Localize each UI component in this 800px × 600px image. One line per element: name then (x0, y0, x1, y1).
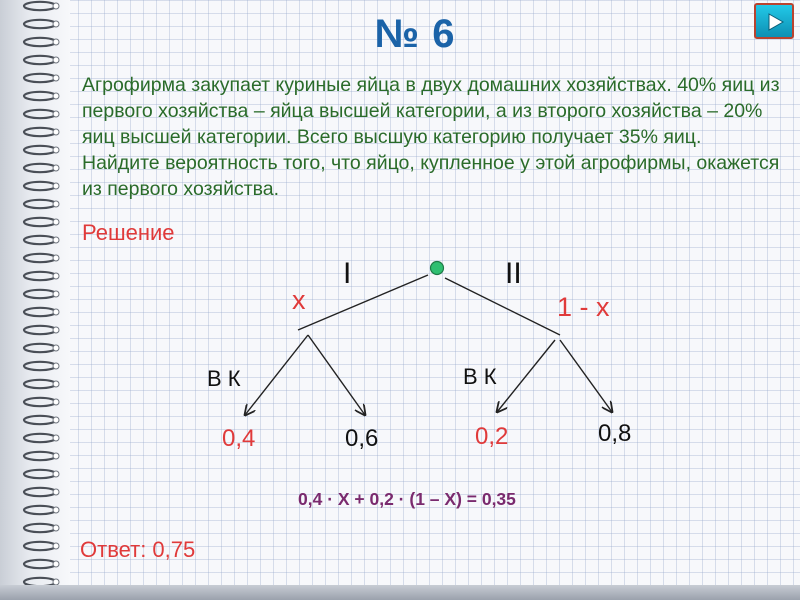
edge-right-leaf1 (497, 340, 555, 412)
root-node (431, 262, 444, 275)
bottom-bar (0, 585, 800, 600)
edge-root-left (298, 275, 428, 330)
right-child-label: В К (463, 364, 497, 389)
play-triangle-icon (766, 12, 786, 32)
edge-left-leaf1 (245, 335, 308, 415)
edge-left-leaf2 (308, 335, 365, 415)
slide-title: № 6 (374, 12, 456, 56)
prob-left: x (292, 285, 306, 315)
branch-label-second: II (505, 257, 522, 290)
left-child-label: В К (207, 366, 241, 391)
edge-root-right (445, 278, 560, 335)
leaf-value: 0,8 (598, 420, 632, 447)
branch-label-first: I (343, 257, 352, 290)
next-slide-button[interactable] (754, 3, 794, 39)
problem-text: Агрофирма закупает куриные яйца в двух домашних хозяйствах. 40% яиц из первого хозяйства – яйца высшей категории, а из второго хозяйства – 20% яиц высшей категории. Всего высшую категорию получает 35% яиц. Найдите вероятность того, что яйцо, купленное у этой агрофирмы, окажется из первого хозяйства. (82, 74, 780, 200)
leaf-value: 0,4 (222, 425, 256, 452)
equation: 0,4 · Х + 0,2 · (1 – Х) = 0,35 (298, 489, 516, 509)
edge-right-leaf2 (560, 340, 612, 412)
leaf-value: 0,6 (345, 425, 379, 452)
leaf-value: 0,2 (475, 423, 509, 450)
prob-right: 1 - x (557, 292, 610, 322)
answer: Ответ: 0,75 (80, 537, 196, 562)
solution-label: Решение (82, 220, 175, 245)
